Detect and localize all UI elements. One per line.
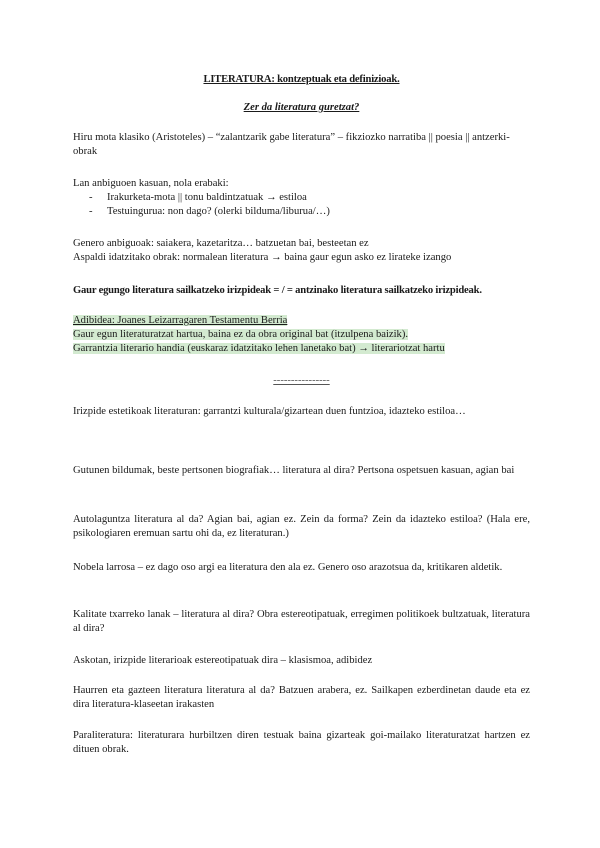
document-subtitle: Zer da literatura guretzat? <box>243 102 360 113</box>
paragraph-stereotyped-criteria: Askotan, irizpide literarioak estereotipatuak dira – klasismoa, adibidez <box>73 655 373 666</box>
ambiguous-works-list <box>73 191 530 219</box>
paragraph-classification-criteria: Gaur egungo literatura sailkatzeko irizpideak = / = antzinako literatura sailkatzeko irizpideak. <box>73 285 482 296</box>
paragraph-letters-biographies: Gutunen bildumak, beste pertsonen biografiak… literatura al dira? Pertsona ospetsuen kasuan, agian bai <box>73 465 515 476</box>
paragraph-ambiguous-genres <box>73 237 530 265</box>
example-line: Gaur egun literaturatzat hartua, baina ez da obra original bat (itzulpena baizik). <box>73 329 409 340</box>
document-title: LITERATURA: kontzeptuak eta definizioak. <box>203 74 400 85</box>
example-block <box>73 314 530 356</box>
list-item: - Irakurketa-mota || tonu baldintzatuak → estiloa <box>89 192 307 203</box>
paragraph-ambiguous-works <box>73 177 530 219</box>
ambiguous-works-intro: Lan anbiguoen kasuan, nola erabaki: <box>73 178 229 189</box>
paragraph-low-quality-works: Kalitate txarreko lanak – literatura al dira? Obra estereotipatuak, erregimen politikoek bultzatuak, literatura al dira? <box>73 609 530 634</box>
list-item: - Testuingurua: non dago? (olerki bilduma/liburua/…) <box>89 206 330 217</box>
ambiguous-genres-line: Genero anbiguoak: saiakera, kazetaritza… batzuetan bai, besteetan ez <box>73 238 369 249</box>
old-works-line: Aspaldi idatzitako obrak: normalean literatura → baina gaur egun asko ez lirateke izango <box>73 252 452 263</box>
section-separator: ---------------- <box>273 375 330 386</box>
paragraph-romance-novel: Nobela larrosa – ez dago oso argi ea literatura den ala ez. Genero oso arazotsua da, kritikaren aldetik. <box>73 562 503 573</box>
paragraph-self-help: Autolaguntza literatura al da? Agian bai, agian ez. Zein da forma? Zein da idazteko estiloa? (Hala ere, psikologiaren eremuan sartu ohi da, ez literaturan.) <box>73 514 530 539</box>
paragraph-paraliterature: Paraliteratura: literaturara hurbiltzen diren testuak baina gizarteak goi-mailako literaturatzat hartzen ez dituen obrak. <box>73 730 530 755</box>
example-heading: Adibidea: Joanes Leizarragaren Testamentu Berria <box>73 315 288 326</box>
paragraph-aesthetic-criteria: Irizpide estetikoak literaturan: garrantzi kulturala/gizartean duen funtzioa, idazteko estiloa… <box>73 406 466 417</box>
paragraph-classic-types: Hiru mota klasiko (Aristoteles) – “zalantzarik gabe literatura” – fikziozko narratiba || poesia || antzerki-obrak <box>73 132 510 157</box>
example-line: Garrantzia literario handia (euskaraz idatzitako lehen lanetako bat) → literariotzat hartu <box>73 343 445 354</box>
paragraph-youth-literature: Haurren eta gazteen literatura literatura al da? Batzuen arabera, ez. Sailkapen ezberdinetan daude eta ez dira literatura-klaseetan irakasten <box>73 685 530 710</box>
